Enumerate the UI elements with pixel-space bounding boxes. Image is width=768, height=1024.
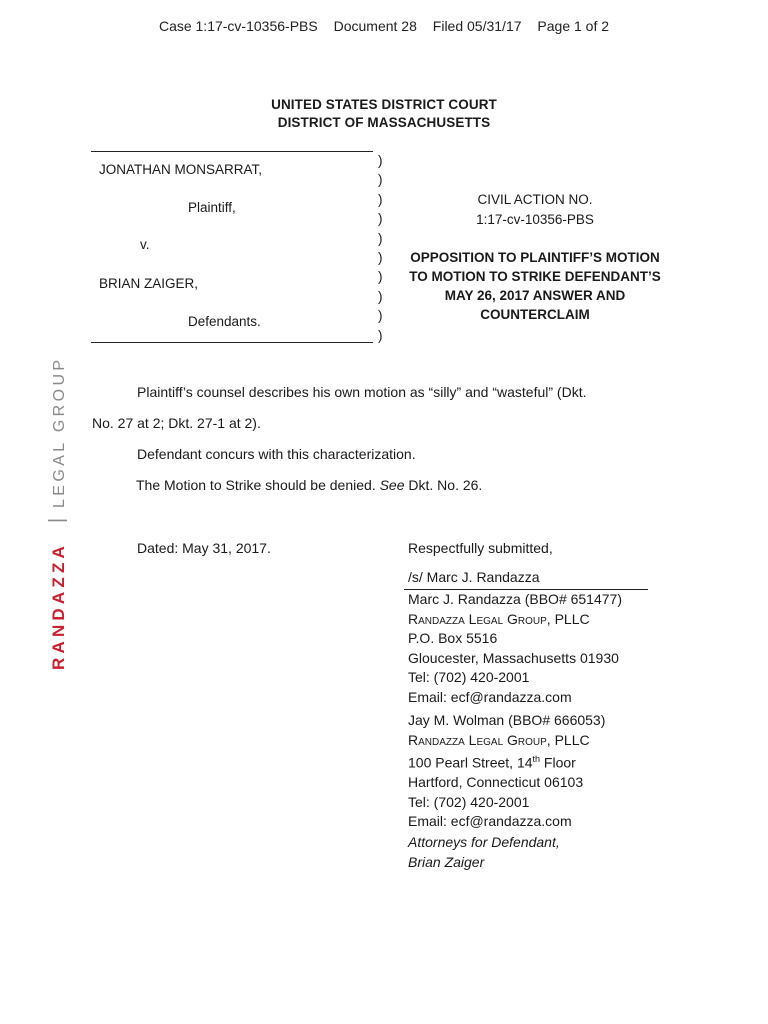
attorney1-tel: Tel: (702) 420-2001 [408,669,530,685]
logo-word-randazza: RANDAZZA [49,541,68,670]
page-number: Page 1 of 2 [537,18,610,34]
civil-action [395,190,675,230]
body-para1-line2: No. 27 at 2; Dkt. 27-1 at 2). [92,415,261,431]
document-title [395,248,675,324]
defendant-role: Defendants. [188,314,261,329]
plaintiff-name: JONATHAN MONSARRAT, [99,162,263,177]
court-name: UNITED STATES DISTRICT COURT [271,97,497,112]
civil-action-label: CIVIL ACTION NO. [477,192,593,207]
attorney2-tel: Tel: (702) 420-2001 [408,793,530,810]
attorney2-firm: Randazza Legal Group, PLLC [408,731,590,748]
body-para2: Defendant concurs with this characterization. [137,446,416,462]
plaintiff-role: Plaintiff, [188,200,236,215]
defendant-name: BRIAN ZAIGER, [99,276,199,291]
electronic-signature: /s/ Marc J. Randazza [408,569,540,585]
randazza-logo [38,348,78,678]
respectfully-submitted: Respectfully submitted, [408,540,553,556]
attorney2-address1 [408,750,605,773]
document-number: Document 28 [333,18,417,34]
attorney1-email: Email: ecf@randazza.com [408,688,572,705]
attorney1-address2: Gloucester, Massachusetts 01930 [408,649,619,666]
court-heading [0,96,768,132]
title-line: TO MOTION TO STRIKE DEFENDANT’S [409,269,661,284]
para3-see: See [379,477,405,493]
dated-line: Dated: May 31, 2017. [137,540,271,556]
address1-sup: th [532,754,541,764]
title-line: OPPOSITION TO PLAINTIFF’S MOTION [410,250,660,265]
attorneys-for: Attorneys for Defendant, [408,834,560,850]
attorney2-name: Jay M. Wolman (BBO# 666053) [408,712,606,728]
filed-date: Filed 05/31/17 [432,18,522,34]
attorney2-block [408,711,605,832]
address1-floor: Floor [540,754,576,771]
attorney1-block [408,590,622,707]
attorney1-name: Marc J. Randazza (BBO# 651477) [408,591,622,607]
attorney2-email: Email: ecf@randazza.com [408,813,572,830]
logo-separator: | [46,517,68,523]
logo-svg [38,348,78,678]
caption-top-rule [91,151,373,152]
case-header [0,18,768,34]
caption-parentheses: ) ) ) ) ) ) ) ) ) ) [378,153,383,343]
attorney2-address2: Hartford, Connecticut 06103 [408,774,584,791]
title-line: MAY 26, 2017 ANSWER AND [444,288,626,303]
body-para3 [136,470,482,501]
civil-action-number: 1:17-cv-10356-PBS [476,212,594,227]
para3-text: The Motion to Strike should be denied. [136,477,376,493]
attorney1-address1: P.O. Box 5516 [408,630,498,646]
title-line: COUNTERCLAIM [480,307,590,322]
logo-word-legal-group: LEGAL GROUP [51,356,68,508]
client-name: Brian Zaiger [408,853,485,870]
address1-text: 100 Pearl Street, 14 [408,754,533,771]
court-district: DISTRICT OF MASSACHUSETTS [277,115,491,130]
attorney1-firm: Randazza Legal Group, PLLC [408,610,590,627]
para3-cite: Dkt. No. 26. [408,477,483,493]
attorneys-for-block [408,833,560,872]
versus: v. [140,237,150,252]
body-para1-line1: Plaintiff’s counsel describes his own motion as “silly” and “wasteful” (Dkt. [137,384,587,400]
case-number: Case 1:17-cv-10356-PBS [158,18,318,34]
caption-bottom-rule [91,342,373,343]
